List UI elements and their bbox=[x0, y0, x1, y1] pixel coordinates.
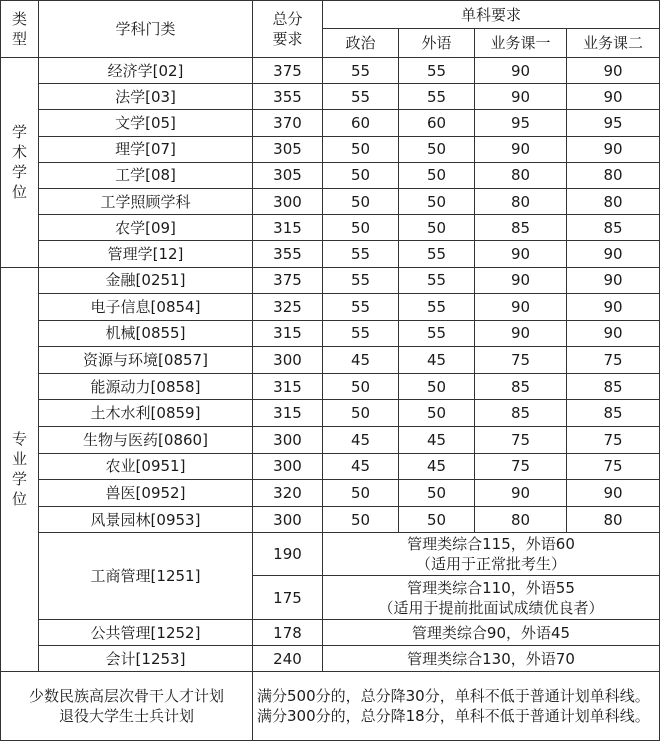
discipline-name: 兽医[0952] bbox=[39, 480, 253, 507]
type-label-char: 位 bbox=[11, 490, 27, 509]
table-row-accounting bbox=[1, 646, 660, 672]
foreign-language-score: 45 bbox=[399, 427, 475, 454]
type-label-char: 学 bbox=[11, 123, 27, 142]
total-score: 375 bbox=[253, 267, 323, 294]
politics-score: 55 bbox=[323, 58, 399, 84]
total-score: 315 bbox=[253, 215, 323, 241]
discipline-name: 金融[0251] bbox=[39, 267, 253, 294]
discipline-name: 机械[0855] bbox=[39, 320, 253, 347]
foreign-language-score: 50 bbox=[399, 136, 475, 162]
type-label-char: 业 bbox=[11, 450, 27, 469]
foreign-language-score: 55 bbox=[399, 320, 475, 347]
total-score: 320 bbox=[253, 480, 323, 507]
foreign-language-score: 50 bbox=[399, 162, 475, 188]
special-plan-minority: 少数民族高层次骨干人才计划 bbox=[28, 687, 224, 706]
table-row bbox=[1, 347, 660, 374]
table-row-mba bbox=[1, 533, 660, 576]
course-1-score: 90 bbox=[475, 241, 567, 267]
course-1-score: 95 bbox=[475, 110, 567, 136]
table-row-mpa bbox=[1, 620, 660, 646]
total-score: 370 bbox=[253, 110, 323, 136]
special-plans-label bbox=[1, 672, 253, 741]
politics-score: 50 bbox=[323, 136, 399, 162]
politics-score: 45 bbox=[323, 347, 399, 374]
course-2-score: 90 bbox=[567, 84, 660, 110]
foreign-language-score: 55 bbox=[399, 267, 475, 294]
single-subject-note: 管理类综合130，外语70 bbox=[323, 646, 660, 672]
total-score: 300 bbox=[253, 427, 323, 454]
course-1-score: 90 bbox=[475, 267, 567, 294]
discipline-name: 农学[09] bbox=[39, 215, 253, 241]
foreign-language-score: 55 bbox=[399, 241, 475, 267]
politics-score: 50 bbox=[323, 162, 399, 188]
header-row-1 bbox=[1, 1, 660, 29]
total-score: 355 bbox=[253, 84, 323, 110]
single-subject-note bbox=[323, 533, 660, 576]
discipline-name: 电子信息[0854] bbox=[39, 294, 253, 321]
header-total-line1: 总分 bbox=[272, 10, 303, 28]
table-row bbox=[1, 58, 660, 84]
foreign-language-score: 45 bbox=[399, 453, 475, 480]
foreign-language-score: 50 bbox=[399, 400, 475, 427]
politics-score: 50 bbox=[323, 188, 399, 214]
special-plans-rule: 满分500分的，总分降30分，单科不低于普通计划单科线。满分300分的，总分降18分，单科不低于普通计划单科线。 bbox=[253, 672, 660, 741]
total-score: 178 bbox=[253, 620, 323, 646]
course-2-score: 85 bbox=[567, 373, 660, 400]
header-type-line1: 类 bbox=[11, 10, 27, 28]
discipline-name: 文学[05] bbox=[39, 110, 253, 136]
total-score: 305 bbox=[253, 162, 323, 188]
course-2-score: 75 bbox=[567, 427, 660, 454]
course-1-score: 80 bbox=[475, 162, 567, 188]
course-1-score: 90 bbox=[475, 294, 567, 321]
single-subject-note: 管理类综合90，外语45 bbox=[323, 620, 660, 646]
requirement-line: 管理类综合115，外语60 bbox=[407, 535, 575, 554]
course-1-score: 90 bbox=[475, 58, 567, 84]
table-row bbox=[1, 267, 660, 294]
course-1-score: 90 bbox=[475, 480, 567, 507]
course-2-score: 90 bbox=[567, 294, 660, 321]
foreign-language-score: 55 bbox=[399, 84, 475, 110]
total-score: 315 bbox=[253, 400, 323, 427]
header-politics: 政治 bbox=[323, 29, 399, 58]
course-1-score: 85 bbox=[475, 400, 567, 427]
total-score: 190 bbox=[253, 533, 323, 576]
politics-score: 50 bbox=[323, 400, 399, 427]
politics-score: 50 bbox=[323, 480, 399, 507]
table-row bbox=[1, 215, 660, 241]
discipline-name: 土木水利[0859] bbox=[39, 400, 253, 427]
course-2-score: 90 bbox=[567, 241, 660, 267]
total-score: 300 bbox=[253, 506, 323, 533]
header-course-1: 业务课一 bbox=[475, 29, 567, 58]
politics-score: 55 bbox=[323, 294, 399, 321]
course-1-score: 80 bbox=[475, 506, 567, 533]
course-2-score: 85 bbox=[567, 215, 660, 241]
discipline-name: 生物与医药[0860] bbox=[39, 427, 253, 454]
course-2-score: 90 bbox=[567, 136, 660, 162]
discipline-name: 法学[03] bbox=[39, 84, 253, 110]
total-score: 315 bbox=[253, 320, 323, 347]
course-2-score: 80 bbox=[567, 162, 660, 188]
header-type bbox=[1, 1, 39, 58]
course-2-score: 90 bbox=[567, 58, 660, 84]
politics-score: 55 bbox=[323, 241, 399, 267]
politics-score: 50 bbox=[323, 373, 399, 400]
course-2-score: 90 bbox=[567, 480, 660, 507]
course-2-score: 85 bbox=[567, 400, 660, 427]
header-foreign-language: 外语 bbox=[399, 29, 475, 58]
special-plans-row bbox=[1, 672, 660, 741]
politics-score: 60 bbox=[323, 110, 399, 136]
discipline-name: 会计[1253] bbox=[39, 646, 253, 672]
type-label-char: 学 bbox=[11, 470, 27, 489]
header-category: 学科门类 bbox=[39, 1, 253, 58]
foreign-language-score: 50 bbox=[399, 373, 475, 400]
discipline-name: 资源与环境[0857] bbox=[39, 347, 253, 374]
course-2-score: 90 bbox=[567, 267, 660, 294]
discipline-name: 工商管理[1251] bbox=[39, 533, 253, 620]
applicability-note: （适用于正常批考生） bbox=[416, 555, 567, 574]
header-total-line2: 要求 bbox=[272, 30, 303, 48]
table-row bbox=[1, 373, 660, 400]
single-subject-note bbox=[323, 576, 660, 620]
total-score: 355 bbox=[253, 241, 323, 267]
table-row bbox=[1, 241, 660, 267]
course-1-score: 75 bbox=[475, 347, 567, 374]
applicability-note: （适用于提前批面试成绩优良者） bbox=[378, 598, 604, 617]
type-label-char: 学 bbox=[11, 163, 27, 182]
type-professional-degree bbox=[1, 267, 39, 672]
header-course-2: 业务课二 bbox=[567, 29, 660, 58]
politics-score: 55 bbox=[323, 267, 399, 294]
header-type-line2: 型 bbox=[11, 30, 27, 48]
table-row bbox=[1, 506, 660, 533]
total-score: 175 bbox=[253, 576, 323, 620]
table-row bbox=[1, 453, 660, 480]
table-row bbox=[1, 188, 660, 214]
special-plan-veteran: 退役大学生士兵计划 bbox=[58, 707, 194, 726]
course-1-score: 85 bbox=[475, 373, 567, 400]
table-row bbox=[1, 136, 660, 162]
table-row bbox=[1, 400, 660, 427]
total-score: 300 bbox=[253, 347, 323, 374]
professional-degree-group bbox=[1, 267, 660, 672]
discipline-name: 经济学[02] bbox=[39, 58, 253, 84]
discipline-name: 能源动力[0858] bbox=[39, 373, 253, 400]
type-label-char: 术 bbox=[11, 143, 27, 162]
table-row bbox=[1, 480, 660, 507]
total-score: 325 bbox=[253, 294, 323, 321]
table-row bbox=[1, 84, 660, 110]
course-1-score: 75 bbox=[475, 453, 567, 480]
course-2-score: 80 bbox=[567, 188, 660, 214]
course-2-score: 75 bbox=[567, 347, 660, 374]
politics-score: 50 bbox=[323, 215, 399, 241]
table-row bbox=[1, 320, 660, 347]
course-2-score: 90 bbox=[567, 320, 660, 347]
politics-score: 55 bbox=[323, 84, 399, 110]
foreign-language-score: 50 bbox=[399, 480, 475, 507]
total-score: 300 bbox=[253, 188, 323, 214]
politics-score: 50 bbox=[323, 506, 399, 533]
foreign-language-score: 55 bbox=[399, 294, 475, 321]
total-score: 300 bbox=[253, 453, 323, 480]
academic-degree-group bbox=[1, 58, 660, 268]
discipline-name: 风景园林[0953] bbox=[39, 506, 253, 533]
type-label-char: 专 bbox=[11, 430, 27, 449]
total-score: 240 bbox=[253, 646, 323, 672]
foreign-language-score: 45 bbox=[399, 347, 475, 374]
foreign-language-score: 50 bbox=[399, 215, 475, 241]
type-academic-degree bbox=[1, 58, 39, 268]
politics-score: 45 bbox=[323, 453, 399, 480]
course-1-score: 85 bbox=[475, 215, 567, 241]
discipline-name: 理学[07] bbox=[39, 136, 253, 162]
table-row bbox=[1, 110, 660, 136]
foreign-language-score: 60 bbox=[399, 110, 475, 136]
course-1-score: 90 bbox=[475, 84, 567, 110]
discipline-name: 工学照顾学科 bbox=[39, 188, 253, 214]
discipline-name: 管理学[12] bbox=[39, 241, 253, 267]
discipline-name: 公共管理[1252] bbox=[39, 620, 253, 646]
course-2-score: 80 bbox=[567, 506, 660, 533]
total-score: 315 bbox=[253, 373, 323, 400]
course-1-score: 80 bbox=[475, 188, 567, 214]
course-1-score: 90 bbox=[475, 136, 567, 162]
table-row bbox=[1, 294, 660, 321]
course-1-score: 90 bbox=[475, 320, 567, 347]
total-score: 305 bbox=[253, 136, 323, 162]
requirement-line: 管理类综合110，外语55 bbox=[407, 578, 575, 597]
foreign-language-score: 50 bbox=[399, 506, 475, 533]
table-row bbox=[1, 427, 660, 454]
header-total bbox=[253, 1, 323, 58]
total-score: 375 bbox=[253, 58, 323, 84]
discipline-name: 农业[0951] bbox=[39, 453, 253, 480]
course-2-score: 95 bbox=[567, 110, 660, 136]
politics-score: 55 bbox=[323, 320, 399, 347]
politics-score: 45 bbox=[323, 427, 399, 454]
header-single-subject: 单科要求 bbox=[323, 1, 660, 29]
table-row bbox=[1, 162, 660, 188]
type-label-char: 位 bbox=[11, 183, 27, 202]
course-1-score: 75 bbox=[475, 427, 567, 454]
course-2-score: 75 bbox=[567, 453, 660, 480]
foreign-language-score: 50 bbox=[399, 188, 475, 214]
discipline-name: 工学[08] bbox=[39, 162, 253, 188]
foreign-language-score: 55 bbox=[399, 58, 475, 84]
